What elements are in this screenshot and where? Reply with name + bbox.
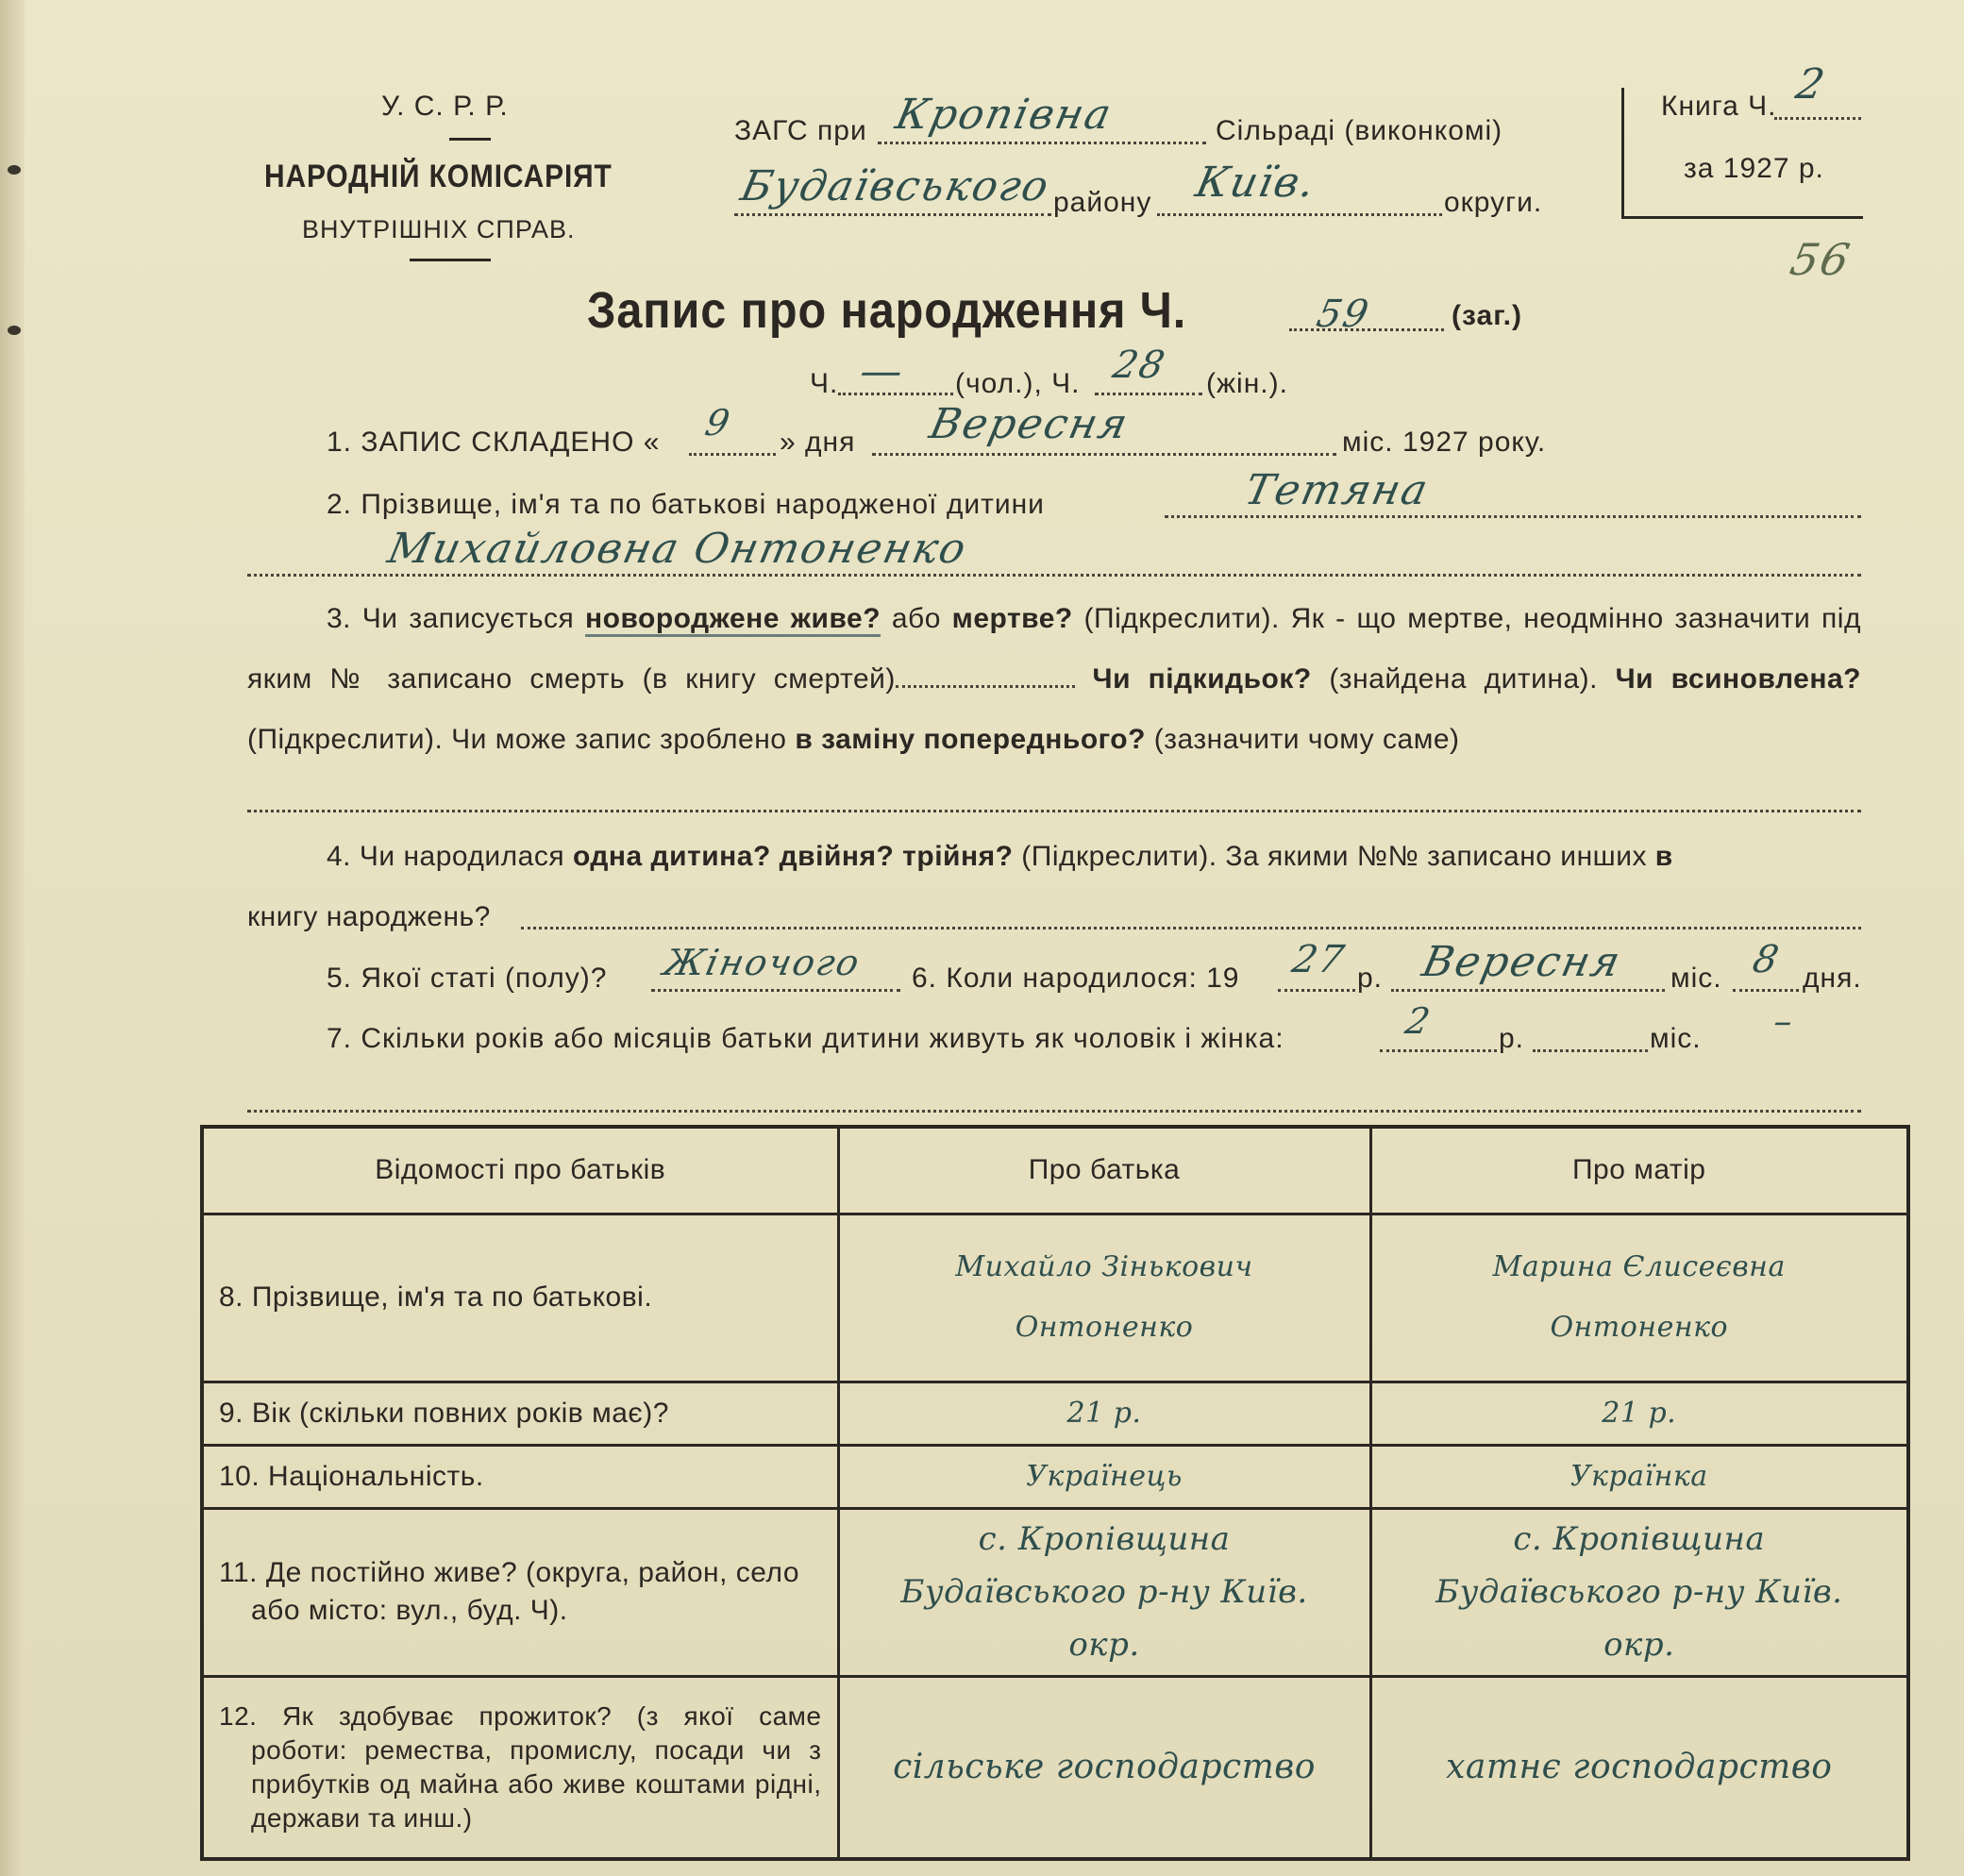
district-handwritten: Будаївського	[736, 162, 1055, 210]
row-label: 11. Де постійно живе? (округа, район, село або місто: вул., буд. Ч).	[202, 1508, 838, 1676]
column-header-father: Про батька	[838, 1127, 1370, 1214]
item6-label: 6. Коли народилося: 19	[912, 963, 1240, 994]
ministry-subtitle: ВНУТРІШНІХ СПРАВ.	[302, 215, 576, 243]
mother-residence-handwritten: с. Кропівщина Будаївського р-ну Київ. окр.	[1370, 1508, 1908, 1676]
table-row	[202, 1445, 1908, 1508]
item7-months-handwritten: –	[1770, 1000, 1799, 1042]
item6-r: р.	[1357, 963, 1384, 994]
column-header-info: Відомості про батьків	[202, 1127, 838, 1214]
mother-occupation-handwritten: хатнє господарство	[1370, 1676, 1908, 1859]
item4-paragraph: 4. Чи народилася одна дитина? двійня? трійня? (Підкреслити). За якими №№ записано инших в книгу народжень?	[247, 841, 1673, 932]
row-label: 9. Вік (скільки повних років має)?	[202, 1382, 838, 1445]
village-handwritten: Кропівна	[891, 91, 1117, 139]
punch-hole	[8, 326, 21, 335]
republic-label: У. С. Р. Р.	[381, 91, 509, 122]
table-row	[202, 1508, 1908, 1676]
book-number-handwritten: 2	[1791, 60, 1831, 109]
father-name-handwritten: Михайло Зінькович Онтоненко	[838, 1214, 1370, 1382]
item3-paragraph: 3. Чи записується новороджене живе? або мертве? (Підкреслити). Як - що мертве, неодмінно зазначити під яким № записано смерть (в книгу смертей) Чи підкидьок? (знайдена дитина). Чи всиновлена? (Підкреслити). Чи може запис зроблено в заміну попереднього? (зазначити чому саме)	[247, 603, 1861, 755]
table-header-row	[202, 1127, 1908, 1214]
record-number-handwritten: 59	[1313, 293, 1374, 336]
item1-mid: » дня	[780, 427, 856, 458]
mother-nationality-handwritten: Українка	[1370, 1445, 1908, 1508]
female-count-handwritten: 28	[1109, 343, 1170, 387]
zags-prefix: ЗАГС при	[734, 115, 867, 146]
table-row	[202, 1214, 1908, 1382]
header-rule	[449, 138, 491, 141]
mother-age-handwritten: 21 р.	[1370, 1382, 1908, 1445]
ministry-title: НАРОДНІЙ КОМІСАРІЯТ	[264, 159, 613, 194]
book-label: Книга Ч.	[1661, 91, 1777, 122]
item1-suffix: міс. 1927 року.	[1342, 427, 1547, 458]
item2-firstname-handwritten: Тетяна	[1240, 466, 1434, 514]
item7-r: р.	[1499, 1023, 1525, 1054]
item7-years-handwritten: 2	[1402, 1000, 1435, 1042]
item1-day-handwritten: 9	[701, 402, 735, 444]
row-label: 10. Національність.	[202, 1445, 838, 1508]
father-age-handwritten: 21 р.	[838, 1382, 1370, 1445]
village-suffix: Сільраді (виконкомі)	[1216, 115, 1503, 146]
year-label: за 1927 р.	[1684, 153, 1824, 184]
table-row	[202, 1676, 1908, 1859]
column-header-mother: Про матір	[1370, 1127, 1908, 1214]
item7-mis: міс.	[1650, 1023, 1702, 1054]
okrug-handwritten: Київ.	[1191, 159, 1321, 207]
okrug-label: округи.	[1444, 187, 1543, 218]
male-label: Ч.	[810, 368, 839, 399]
district-label: району	[1053, 187, 1152, 218]
parents-table	[200, 1125, 1910, 1861]
male-count-handwritten: —	[855, 347, 910, 395]
father-occupation-handwritten: сільське господарство	[838, 1676, 1370, 1859]
item5-sex-handwritten: Жіночого	[660, 942, 865, 983]
record-title-suffix: (заг.)	[1452, 300, 1523, 331]
punch-hole	[8, 165, 21, 175]
father-residence-handwritten: с. Кропівщина Будаївського р-ну Київ. окр.	[838, 1508, 1370, 1676]
item6-dnya: дня.	[1803, 963, 1862, 994]
item5-label: 5. Якої статі (полу)?	[327, 963, 608, 994]
item6-month-handwritten: Вересня	[1418, 938, 1626, 986]
item6-year-handwritten: 27	[1288, 938, 1350, 981]
female-suffix: (жін.).	[1206, 368, 1288, 399]
header-rule	[410, 259, 491, 261]
item6-mis: міс.	[1670, 963, 1722, 994]
row-label: 8. Прізвище, ім'я та по батькові.	[202, 1214, 838, 1382]
item2-label: 2. Прізвище, ім'я та по батькові народженої дитини	[327, 489, 1045, 520]
row-label: 12. Як здобуває прожиток? (з якої саме роботи: ремества, промислу, посади чи з прибутків од майна або живе коштами рідні, держави та инш.)	[202, 1676, 838, 1859]
record-title: Запис про народження Ч.	[587, 282, 1187, 339]
item7-label: 7. Скільки років або місяців батьки дитини живуть як чоловік і жінка:	[327, 1023, 1284, 1054]
item1-prefix: 1. ЗАПИС СКЛАДЕНО «	[327, 427, 661, 458]
table-row	[202, 1382, 1908, 1445]
item2-patronymic-surname-handwritten: Михайловна Онтоненко	[383, 525, 972, 573]
page-number-handwritten: 56	[1786, 234, 1856, 285]
item3-alive-option: новороджене живе?	[585, 603, 881, 637]
page-edge	[0, 0, 25, 1876]
mother-name-handwritten: Марина Єлисеєвна Онтоненко	[1370, 1214, 1908, 1382]
item1-month-handwritten: Вересня	[925, 400, 1133, 448]
item6-day-handwritten: 8	[1749, 938, 1785, 981]
male-suffix: (чол.), Ч.	[955, 368, 1081, 399]
father-nationality-handwritten: Українець	[838, 1445, 1370, 1508]
